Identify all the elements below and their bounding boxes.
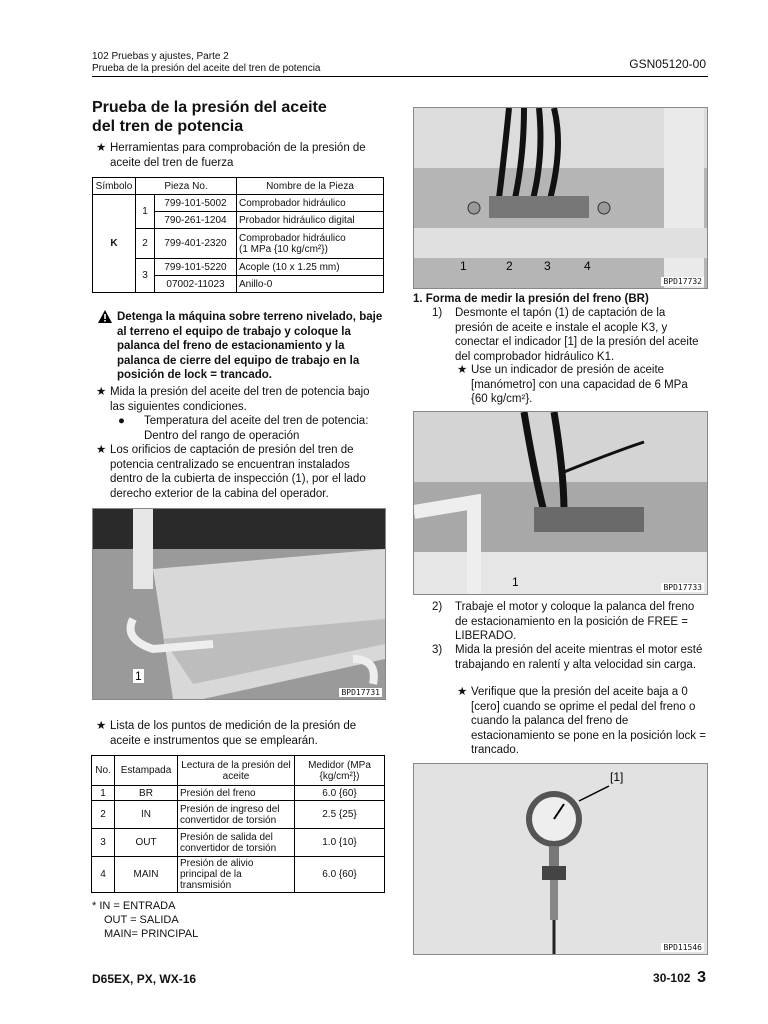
photo2-label-2: 2 bbox=[506, 259, 513, 273]
page-title: Prueba de la presión del aceite del tren de potencia bbox=[92, 99, 327, 135]
photo2-label-1: 1 bbox=[460, 259, 467, 273]
conditions-text: ★ Mida la presión del aceite del tren de potencia bajo las siguientes condiciones. bbox=[110, 385, 384, 414]
photo4-code: BPD11546 bbox=[663, 943, 702, 952]
points-table: No. Estampada Lectura de la presión del aceite Medidor (MPa {kg/cm²}) 1 BR Presión del freno 6.0 {60} 2 IN Presión de ingreso del convertidor de torsión 2.5 {25} 3 OUT Presión de salida del convertidor de torsión 1.0 {10} 4 MAIN Presión de alivio principal de la transmisión 6.0 {60} bbox=[91, 755, 385, 893]
photo-coupling bbox=[413, 411, 708, 595]
photo3-code: BPD17733 bbox=[663, 583, 702, 592]
step1-number: 1) bbox=[432, 307, 443, 319]
condition-item: Temperatura del aceite del tren de potencia: Dentro del rango de operación bbox=[144, 415, 369, 442]
step3-text: Mida la presión del aceite mientras el motor esté trabajando en ralentí y alta velocidad sin carga. bbox=[455, 644, 703, 671]
photo4-label: [1] bbox=[610, 770, 624, 784]
table-row: 3 OUT Presión de salida del convertidor de torsión 1.0 {10} bbox=[92, 829, 385, 857]
table-row: 4 MAIN Presión de alivio principal de la transmisión 6.0 {60} bbox=[92, 857, 385, 893]
photo-inspection-cover bbox=[92, 508, 386, 700]
tools-table: Símbolo Pieza No. Nombre de la Pieza K 1 799-101-5002 Comprobador hidráulico 790-261-1204 Probador hidráulico digital 2 799-401-2320 Comprobador hidráulico (1 MPa {10 kg/cm²}) 3 799-101-5220 Acople (10 x 1.25 mm) 07002-11023 Anillo-0 bbox=[92, 177, 384, 293]
photo-gauge bbox=[413, 763, 708, 955]
ports-text: ★ Los orificios de captación de presión del tren de potencia centralizado se encuentran instalados dentro de la cubierta de inspección (1), por el lado derecho exterior de la cabina del operador. bbox=[110, 443, 384, 501]
section-heading: 1. Forma de medir la presión del freno (BR) bbox=[413, 293, 649, 305]
header-rule bbox=[92, 76, 708, 77]
photo1-label: 1 bbox=[135, 669, 142, 683]
step3-number: 3) bbox=[432, 644, 443, 656]
step2-text: Trabaje el motor y coloque la palanca del freno de estacionamiento en la posición de FREE = LIBERADO. bbox=[455, 601, 695, 642]
footer-page: 30-102 3 bbox=[653, 969, 706, 986]
step1-note: ★ Use un indicador de presión de aceite [manómetro] con una capacidad de 6 MPa {60 kg/cm²}. bbox=[471, 363, 706, 407]
photo3-label: 1 bbox=[512, 575, 519, 589]
table-row: 2 IN Presión de ingreso del convertidor de torsión 2.5 {25} bbox=[92, 801, 385, 829]
photo1-code: BPD17731 bbox=[341, 688, 380, 697]
step1-text: Desmonte el tapón (1) de captación de la presión de aceite e instale el acople K3, y conectar el indicador [1] de la presión del aceite del comprobador hidráulico K1. bbox=[455, 307, 699, 363]
photo-pressure-ports bbox=[413, 107, 708, 289]
warning-icon bbox=[98, 310, 112, 328]
list-intro: ★ Lista de los puntos de medición de la presión de aceite e instrumentos que se emplearán. bbox=[110, 719, 384, 748]
header-line2: Prueba de la presión del aceite del tren de potencia bbox=[92, 63, 321, 74]
step3-note: ★ Verifique que la presión del aceite baja a 0 [cero] cuando se oprime el pedal del freno o cuando la palanca del freno de estacionamiento se pone en la posición lock = trancado. bbox=[471, 685, 706, 758]
col-part-name: Nombre de la Pieza bbox=[236, 178, 383, 195]
bullet-icon: ● bbox=[118, 415, 125, 427]
photo2-label-3: 3 bbox=[544, 259, 551, 273]
col-part-no: Pieza No. bbox=[136, 178, 237, 195]
warning-text: Detenga la máquina sobre terreno nivelado, baje al terreno el equipo de trabajo y coloque la palanca del freno de estacionamiento y la palanca de cierre del equipo de trabajo en la posición de lock = trancado. bbox=[117, 311, 383, 381]
header-line1: 102 Pruebas y ajustes, Parte 2 bbox=[92, 51, 229, 62]
step2-number: 2) bbox=[432, 601, 443, 613]
document-code: GSN05120-00 bbox=[629, 57, 706, 71]
symbol-cell: K bbox=[93, 195, 136, 293]
col-symbol: Símbolo bbox=[93, 178, 136, 195]
intro-text: ★ Herramientas para comprobación de la presión de aceite del tren de fuerza bbox=[110, 141, 384, 170]
notes: * IN = ENTRADA OUT = SALIDA MAIN= PRINCIPAL bbox=[92, 900, 199, 940]
footer-model: D65EX, PX, WX-16 bbox=[92, 972, 197, 986]
photo2-label-4: 4 bbox=[584, 259, 591, 273]
photo2-code: BPD17732 bbox=[663, 277, 702, 286]
table-row: 1 BR Presión del freno 6.0 {60} bbox=[92, 786, 385, 801]
header-section-info bbox=[92, 51, 321, 75]
